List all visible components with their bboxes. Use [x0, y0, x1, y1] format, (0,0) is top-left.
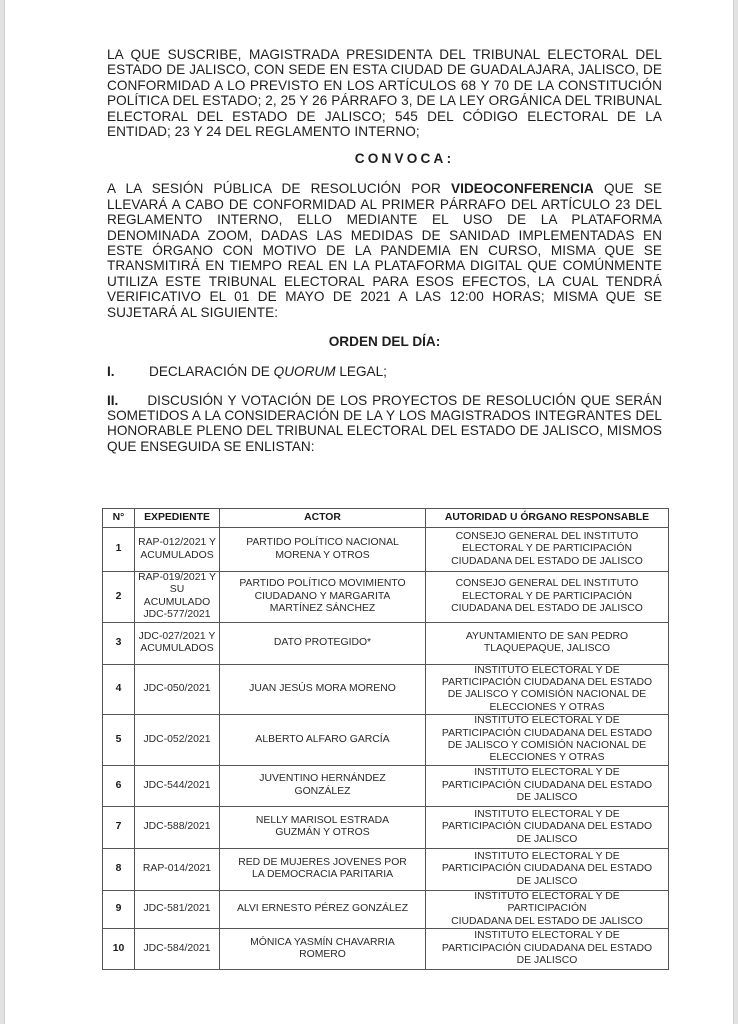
- cell-number: 5: [103, 715, 135, 766]
- cell-number: 2: [103, 572, 135, 623]
- cases-table-container: [102, 508, 668, 970]
- cell-expediente: RAP-019/2021 Y SU ACUMULADO JDC-577/2021: [135, 572, 220, 623]
- convocation-text-end: QUE SE LLEVARÁ A CABO DE CONFORMIDAD AL PRIMER PÁRRAFO DEL ARTÍCULO 23 DEL REGLAMENTO INTERNO, ELLO MEDIANTE EL USO DE LA PLATAFORMA DENOMINADA ZOOM, DADAS LAS MEDIDAS DE SANIDAD IMPLEMENTADAS EN ESTE ÓRGANO CON MOTIVO DE LA PANDEMIA EN CURSO, MISMA QUE SE TRANSMITIRÁ EN TIEMPO REAL EN LA PLATAFORMA DIGITAL QUE COMÚNMENTE UTILIZA ESTE TRIBUNAL ELECTORAL PARA ESOS EFECTOS, LA CUAL TENDRÁ VERIFICATIVO EL 01 DE MAYO DE 2021 A LAS 12:00 HORAS; MISMA QUE SE SUJETARÁ AL SIGUIENTE:: [107, 181, 662, 320]
- cell-number: 6: [103, 765, 135, 806]
- cell-actor: JUVENTINO HERNÁNDEZ GONZÁLEZ: [220, 765, 426, 806]
- cell-autoridad: INSTITUTO ELECTORAL Y DE PARTICIPACIÓN CIUDADANA DEL ESTADO DE JALISCO: [426, 848, 669, 890]
- cell-autoridad: INSTITUTO ELECTORAL Y DE PARTICIPACIÓN CIUDADANA DEL ESTADO DE JALISCO: [426, 806, 669, 848]
- cell-expediente: JDC-027/2021 Y ACUMULADOS: [135, 622, 220, 664]
- agenda-item-numeral: I.: [107, 364, 115, 380]
- cell-autoridad: INSTITUTO ELECTORAL Y DE PARTICIPACIÓN CIUDADANA DEL ESTADO DE JALISCO: [426, 765, 669, 806]
- cell-number: 4: [103, 664, 135, 715]
- table-row: [103, 806, 669, 848]
- cell-number: 3: [103, 622, 135, 664]
- table-header-row: [103, 509, 669, 528]
- cell-actor: MÓNICA YASMÍN CHAVARRIA ROMERO: [220, 929, 426, 970]
- cell-expediente: JDC-050/2021: [135, 664, 220, 715]
- cell-number: 8: [103, 848, 135, 890]
- document-body: [107, 47, 662, 454]
- cell-autoridad: CONSEJO GENERAL DEL INSTITUTO ELECTORAL Y DE PARTICIPACIÓN CIUDADANA DEL ESTADO DE JALISCO: [426, 528, 669, 572]
- cell-expediente: RAP-014/2021: [135, 848, 220, 890]
- convoca-heading: CONVOCA:: [354, 151, 455, 167]
- cell-actor: JUAN JESÚS MORA MORENO: [220, 664, 426, 715]
- agenda-item-text-end: LEGAL;: [335, 364, 387, 380]
- cell-number: 9: [103, 890, 135, 928]
- cell-actor: ALVI ERNESTO PÉREZ GONZÁLEZ: [220, 890, 426, 928]
- agenda-heading: ORDEN DEL DÍA:: [328, 334, 441, 350]
- cell-expediente: RAP-012/2021 Y ACUMULADOS: [135, 528, 220, 572]
- cell-autoridad: INSTITUTO ELECTORAL Y DE PARTICIPACIÓN CIUDADANA DEL ESTADO DE JALISCO: [426, 929, 669, 970]
- header-number: N°: [103, 509, 135, 528]
- cell-expediente: JDC-588/2021: [135, 806, 220, 848]
- agenda-item-1: [107, 364, 662, 379]
- cell-expediente: JDC-544/2021: [135, 765, 220, 806]
- table-row: [103, 765, 669, 806]
- agenda-item-text: DISCUSIÓN Y VOTACIÓN DE LOS PROYECTOS DE RESOLUCIÓN QUE SERÁN SOMETIDOS A LA CONSIDERACIÓN DE LA Y LOS MAGISTRADOS INTEGRANTES DEL HONORABLE PLENO DEL TRIBUNAL ELECTORAL DEL ESTADO DE JALISCO, MISMOS QUE ENSEGUIDA SE ENLISTAN:: [107, 392, 662, 454]
- page-edge-right: [733, 0, 738, 1024]
- cell-autoridad: INSTITUTO ELECTORAL Y DE PARTICIPACIÓN CIUDADANA DEL ESTADO DE JALISCO: [426, 890, 669, 928]
- table-row: [103, 929, 669, 970]
- table-row: [103, 715, 669, 766]
- agenda-item-numeral: II.: [107, 392, 119, 408]
- header-actor: ACTOR: [220, 509, 426, 528]
- cell-autoridad: INSTITUTO ELECTORAL Y DE PARTICIPACIÓN CIUDADANA DEL ESTADO DE JALISCO Y COMISIÓN NACIONAL DE ELECCIONES Y OTRAS: [426, 664, 669, 715]
- cases-table: [102, 508, 669, 970]
- cell-number: 7: [103, 806, 135, 848]
- cell-actor: PARTIDO POLÍTICO MOVIMIENTO CIUDADANO Y MARGARITA MARTÍNEZ SÁNCHEZ: [220, 572, 426, 623]
- cell-autoridad: AYUNTAMIENTO DE SAN PEDRO TLAQUEPAQUE, JALISCO: [426, 622, 669, 664]
- convocation-text-start: A LA SESIÓN PÚBLICA DE RESOLUCIÓN POR: [107, 181, 451, 197]
- cell-autoridad: INSTITUTO ELECTORAL Y DE PARTICIPACIÓN CIUDADANA DEL ESTADO DE JALISCO Y COMISIÓN NACIONAL DE ELECCIONES Y OTRAS: [426, 715, 669, 766]
- cell-actor: NELLY MARISOL ESTRADA GUZMÁN Y OTROS: [220, 806, 426, 848]
- cell-actor: ALBERTO ALFARO GARCÍA: [220, 715, 426, 766]
- agenda-item-text: [149, 364, 387, 379]
- preamble-paragraph: LA QUE SUSCRIBE, MAGISTRADA PRESIDENTA DEL TRIBUNAL ELECTORAL DEL ESTADO DE JALISCO, CON SEDE EN ESTA CIUDAD DE GUADALAJARA, JALISCO, DE CONFORMIDAD A LO PREVISTO EN LOS ARTÍCULOS 68 Y 70 DE LA CONSTITUCIÓN POLÍTICA DEL ESTADO; 2, 25 Y 26 PÁRRAFO 3, DE LA LEY ORGÁNICA DEL TRIBUNAL ELECTORAL DEL ESTADO DE JALISCO; 545 DEL CÓDIGO ELECTORAL DE LA ENTIDAD; 23 Y 24 DEL REGLAMENTO INTERNO;: [107, 47, 662, 140]
- header-expediente: EXPEDIENTE: [135, 509, 220, 528]
- cell-actor: PARTIDO POLÍTICO NACIONAL MORENA Y OTROS: [220, 528, 426, 572]
- table-row: [103, 622, 669, 664]
- table-row: [103, 572, 669, 623]
- cell-number: 1: [103, 528, 135, 572]
- agenda-item-text-start: DECLARACIÓN DE: [149, 364, 274, 380]
- agenda-item-2: [107, 393, 662, 455]
- cell-expediente: JDC-584/2021: [135, 929, 220, 970]
- table-row: [103, 664, 669, 715]
- cell-actor: RED DE MUJERES JOVENES POR LA DEMOCRACIA PARITARIA: [220, 848, 426, 890]
- cell-autoridad: CONSEJO GENERAL DEL INSTITUTO ELECTORAL Y DE PARTICIPACIÓN CIUDADANA DEL ESTADO DE JALISCO: [426, 572, 669, 623]
- table-row: [103, 848, 669, 890]
- cell-expediente: JDC-052/2021: [135, 715, 220, 766]
- table-row: [103, 890, 669, 928]
- convocation-paragraph: [107, 181, 662, 320]
- page-edge-left: [0, 0, 5, 1024]
- table-row: [103, 528, 669, 572]
- cell-actor: DATO PROTEGIDO*: [220, 622, 426, 664]
- cell-number: 10: [103, 929, 135, 970]
- cell-expediente: JDC-581/2021: [135, 890, 220, 928]
- header-autoridad: AUTORIDAD U ÓRGANO RESPONSABLE: [426, 509, 669, 528]
- convocation-bold-term: VIDEOCONFERENCIA: [451, 181, 594, 197]
- agenda-item-italic-term: QUORUM: [273, 364, 336, 380]
